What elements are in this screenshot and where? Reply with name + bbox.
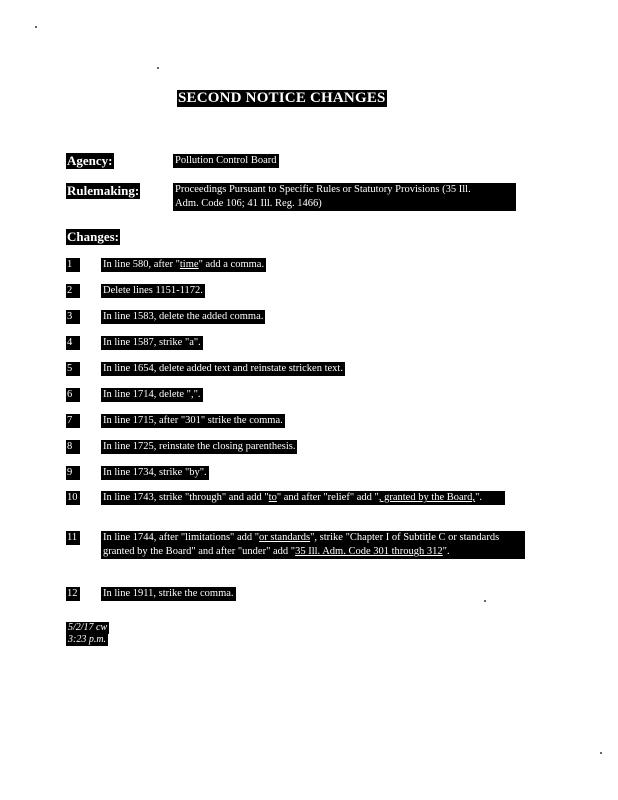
change-text: In line 1587, strike "a". — [103, 337, 201, 348]
change-text: In line 1715, after "301" strike the comma. — [103, 415, 283, 426]
rulemaking-value-line1: Proceedings Pursuant to Specific Rules or Statutory Provisions (35 Ill. — [173, 183, 516, 197]
change-text: In line 1654, delete added text and reinstate stricken text. — [103, 363, 343, 374]
rulemaking-label: Rulemaking: — [67, 183, 140, 198]
change-number: 5 — [66, 362, 80, 376]
change-number: 10 — [66, 491, 80, 505]
agency-label: Agency: — [67, 153, 113, 168]
changes-heading: Changes: — [67, 229, 120, 244]
change-text: In line 1744, after "limitations" add "or standards", strike "Chapter I of Subtitle C or standards granted by the Board" and after "under" add "35 Ill. Adm. Code 301 through 312". — [101, 531, 525, 559]
change-number: 9 — [66, 466, 80, 480]
change-text: In line 1743, strike "through" and add "to" and after "relief" add ", granted by the Board,". — [101, 491, 505, 505]
scan-speck — [35, 26, 37, 28]
change-number: 3 — [66, 310, 80, 324]
change-text: In line 580, after "time" add a comma. — [103, 259, 265, 270]
change-number: 11 — [66, 531, 80, 545]
footer-date: 5/2/17 cw — [68, 622, 108, 633]
change-number: 1 — [66, 258, 80, 272]
change-number: 7 — [66, 414, 80, 428]
rulemaking-value-line2: Adm. Code 106; 41 Ill. Reg. 1466) — [173, 197, 516, 211]
change-text: Delete lines 1151-1172. — [103, 285, 203, 296]
change-text: In line 1734, strike "by". — [103, 467, 207, 478]
change-text: In line 1911, strike the comma. — [103, 588, 234, 599]
scan-speck — [600, 752, 602, 754]
change-number: 12 — [66, 587, 80, 601]
document-title: SECOND NOTICE CHANGES — [178, 90, 386, 106]
change-text: In line 1714, delete ",". — [103, 389, 201, 400]
change-number: 6 — [66, 388, 80, 402]
change-number: 2 — [66, 284, 80, 298]
footer-time: 3:23 p.m. — [68, 634, 107, 645]
scan-speck — [157, 67, 159, 69]
change-text: In line 1725, reinstate the closing parenthesis. — [103, 441, 296, 452]
agency-value: Pollution Control Board — [175, 155, 277, 166]
change-text: In line 1583, delete the added comma. — [103, 311, 264, 322]
scan-speck — [484, 600, 486, 602]
change-number: 4 — [66, 336, 80, 350]
change-number: 8 — [66, 440, 80, 454]
